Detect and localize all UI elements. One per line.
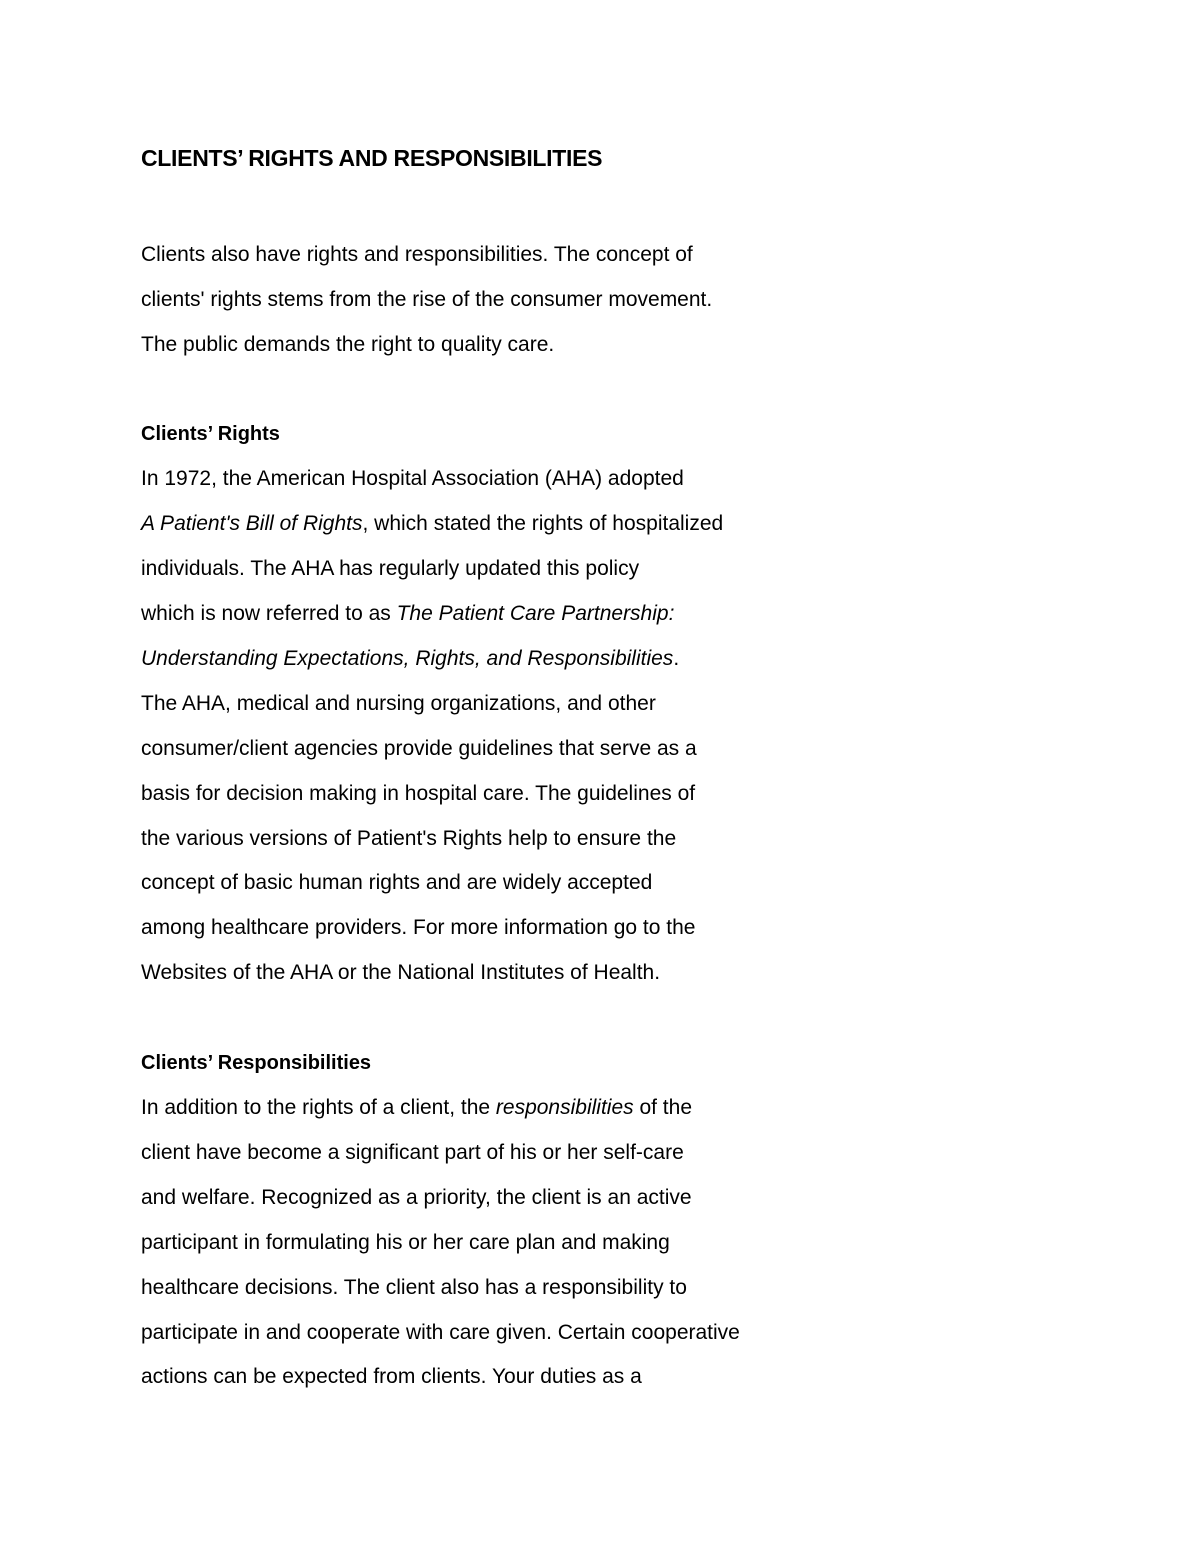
rights-line: consumer/client agencies provide guidelines that serve as a xyxy=(141,737,697,760)
rights-line: concept of basic human rights and are widely accepted xyxy=(141,871,653,894)
intro-line: Clients also have rights and responsibilities. The concept of xyxy=(141,243,693,266)
rights-line: the various versions of Patient's Rights help to ensure the xyxy=(141,827,677,850)
rights-line: Websites of the AHA or the National Institutes of Health. xyxy=(141,961,661,984)
rights-line: individuals. The AHA has regularly updated this policy xyxy=(141,557,640,580)
partnership-title: The Patient Care Partnership: xyxy=(396,602,675,625)
responsibilities-line: participate in and cooperate with care given. Certain cooperative xyxy=(141,1321,740,1344)
document-title: CLIENTS’ RIGHTS AND RESPONSIBILITIES xyxy=(141,145,603,171)
rights-line-text: which is now referred to as xyxy=(141,602,397,625)
rights-line: among healthcare providers. For more information go to the xyxy=(141,916,696,939)
responsibilities-line: client have become a significant part of his or her self-care xyxy=(141,1141,684,1164)
rights-line xyxy=(141,599,674,629)
rights-line: basis for decision making in hospital care. The guidelines of xyxy=(141,782,696,805)
rights-line-text: , which stated the rights of hospitalized xyxy=(362,512,724,535)
responsibilities-line: actions can be expected from clients. Your duties as a xyxy=(141,1365,642,1388)
responsibilities-line: and welfare. Recognized as a priority, the client is an active xyxy=(141,1186,692,1209)
rights-line xyxy=(141,644,679,674)
responsibilities-line xyxy=(141,1093,692,1123)
partnership-subtitle: Understanding Expectations, Rights, and Responsibilities xyxy=(141,647,674,670)
rights-line: The AHA, medical and nursing organizations, and other xyxy=(141,692,656,715)
rights-line-text: . xyxy=(673,647,680,670)
responsibilities-line-text: In addition to the rights of a client, the xyxy=(141,1096,496,1119)
intro-line: The public demands the right to quality care. xyxy=(141,333,555,356)
responsibilities-line: participant in formulating his or her care plan and making xyxy=(141,1231,670,1254)
responsibilities-line: healthcare decisions. The client also has a responsibility to xyxy=(141,1276,687,1299)
bill-of-rights-title: A Patient's Bill of Rights xyxy=(141,512,363,535)
rights-line: In 1972, the American Hospital Association (AHA) adopted xyxy=(141,467,684,490)
section-heading-responsibilities: Clients’ Responsibilities xyxy=(141,1052,372,1074)
responsibilities-line-text: of the xyxy=(633,1096,693,1119)
section-heading-rights: Clients’ Rights xyxy=(141,423,280,445)
responsibilities-emphasis: responsibilities xyxy=(495,1096,634,1119)
intro-line: clients' rights stems from the rise of the consumer movement. xyxy=(141,288,713,311)
rights-line xyxy=(141,509,723,539)
